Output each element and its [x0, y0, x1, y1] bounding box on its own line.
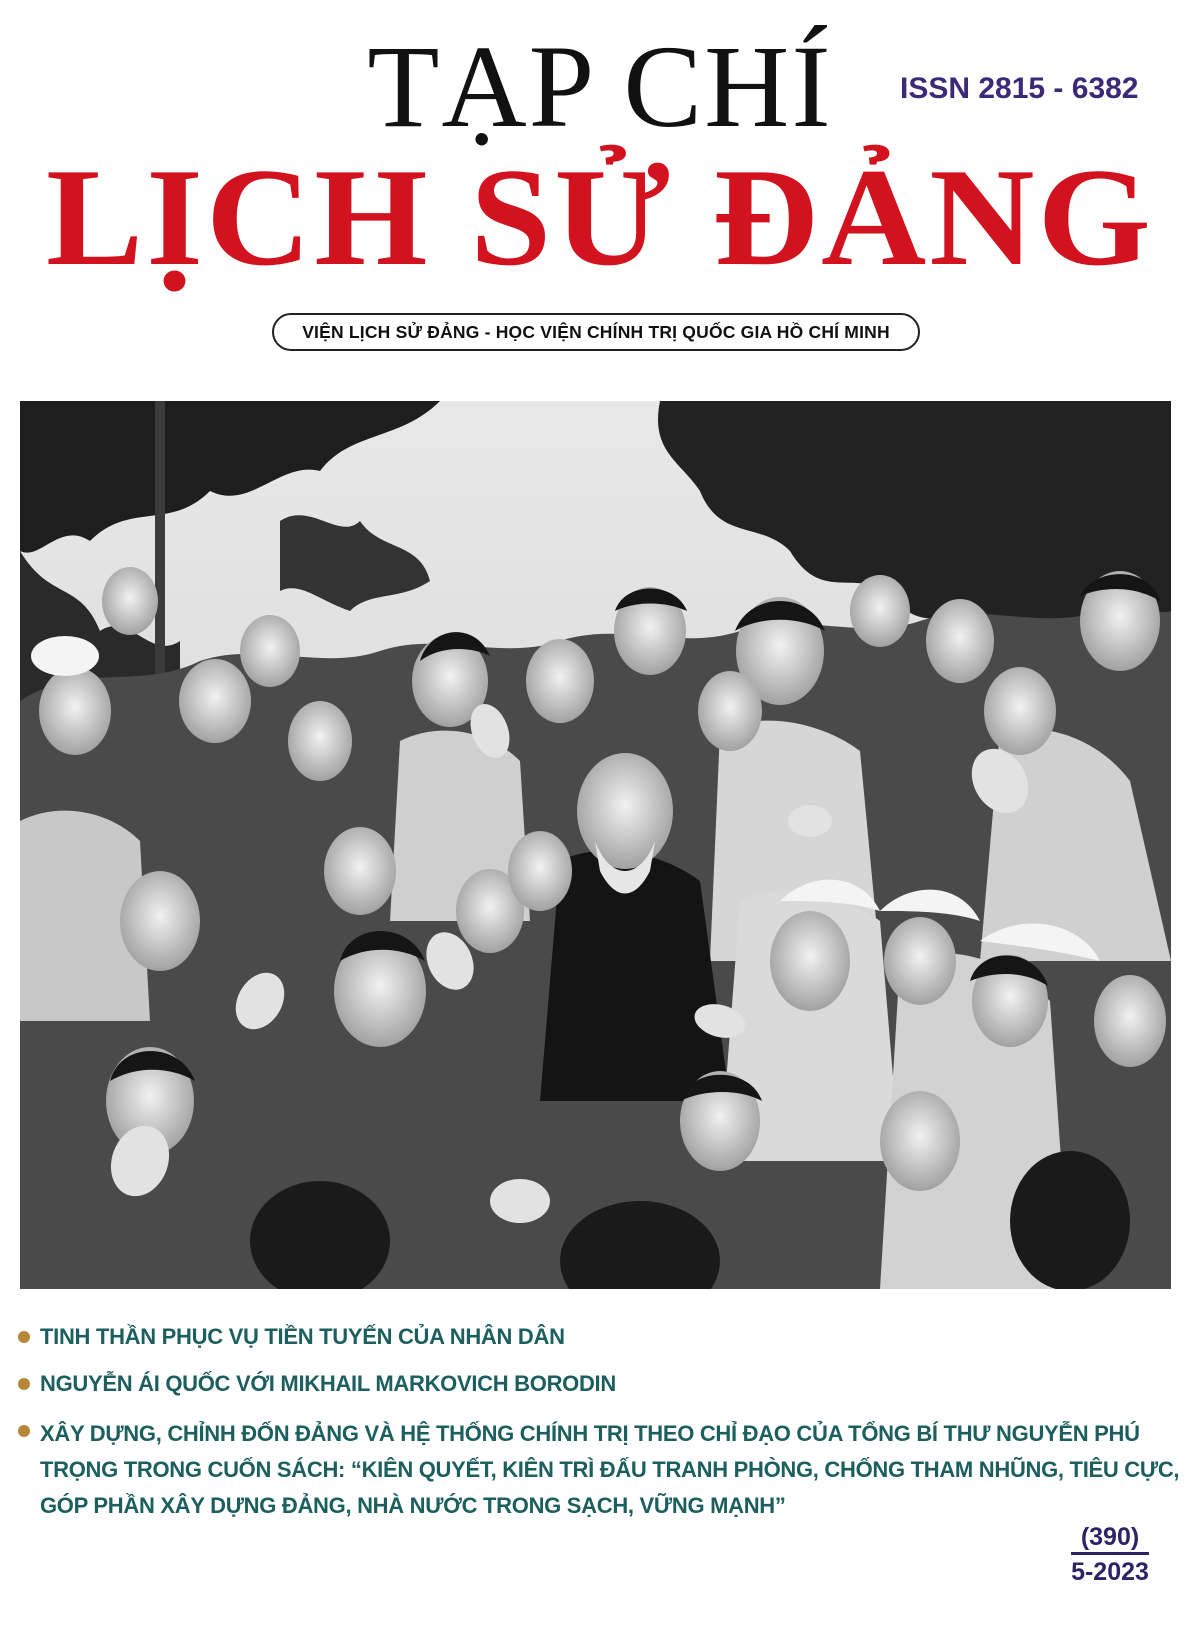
bullet-dot-icon	[18, 1378, 30, 1390]
issue-number: (390)	[1080, 1523, 1140, 1551]
issue-date: 5-2023	[1071, 1552, 1149, 1587]
headline-item[interactable]	[18, 1416, 1188, 1524]
bullet-dot-icon	[18, 1331, 30, 1343]
headline-text: TINH THẦN PHỤC VỤ TIỀN TUYẾN CỦA NHÂN DÂN	[40, 1324, 565, 1349]
institute-banner: VIỆN LỊCH SỬ ĐẢNG - HỌC VIỆN CHÍNH TRỊ QUỐC GIA HỒ CHÍ MINH	[272, 313, 920, 351]
issn-label: ISSN 2815 - 6382	[900, 72, 1139, 105]
magazine-title-main: LỊCH SỬ ĐẢNG	[46, 140, 1154, 295]
headline-text: XÂY DỰNG, CHỈNH ĐỐN ĐẢNG VÀ HỆ THỐNG CHÍNH TRỊ THEO CHỈ ĐẠO CỦA TỔNG BÍ THƯ NGUYỄN PHÚ TRỌNG TRONG CUỐN SÁCH: “KIÊN QUYẾT, KIÊN TRÌ ĐẤU TRANH PHÒNG, CHỐNG THAM NHŨNG, TIÊU CỰC, GÓP PHẦN XÂY DỰNG ĐẢNG, NHÀ NƯỚC TRONG SẠCH, VỮNG MẠNH”	[40, 1421, 1180, 1518]
headline-list	[18, 1322, 1188, 1541]
cover-photo	[20, 401, 1171, 1289]
issue-info	[1040, 1522, 1180, 1587]
headline-text: NGUYỄN ÁI QUỐC VỚI MIKHAIL MARKOVICH BORODIN	[40, 1371, 616, 1396]
magazine-title-top: TẠP CHÍ	[367, 21, 833, 152]
headline-item[interactable]	[18, 1322, 1188, 1352]
headline-item[interactable]	[18, 1369, 1188, 1399]
bullet-dot-icon	[18, 1425, 30, 1437]
